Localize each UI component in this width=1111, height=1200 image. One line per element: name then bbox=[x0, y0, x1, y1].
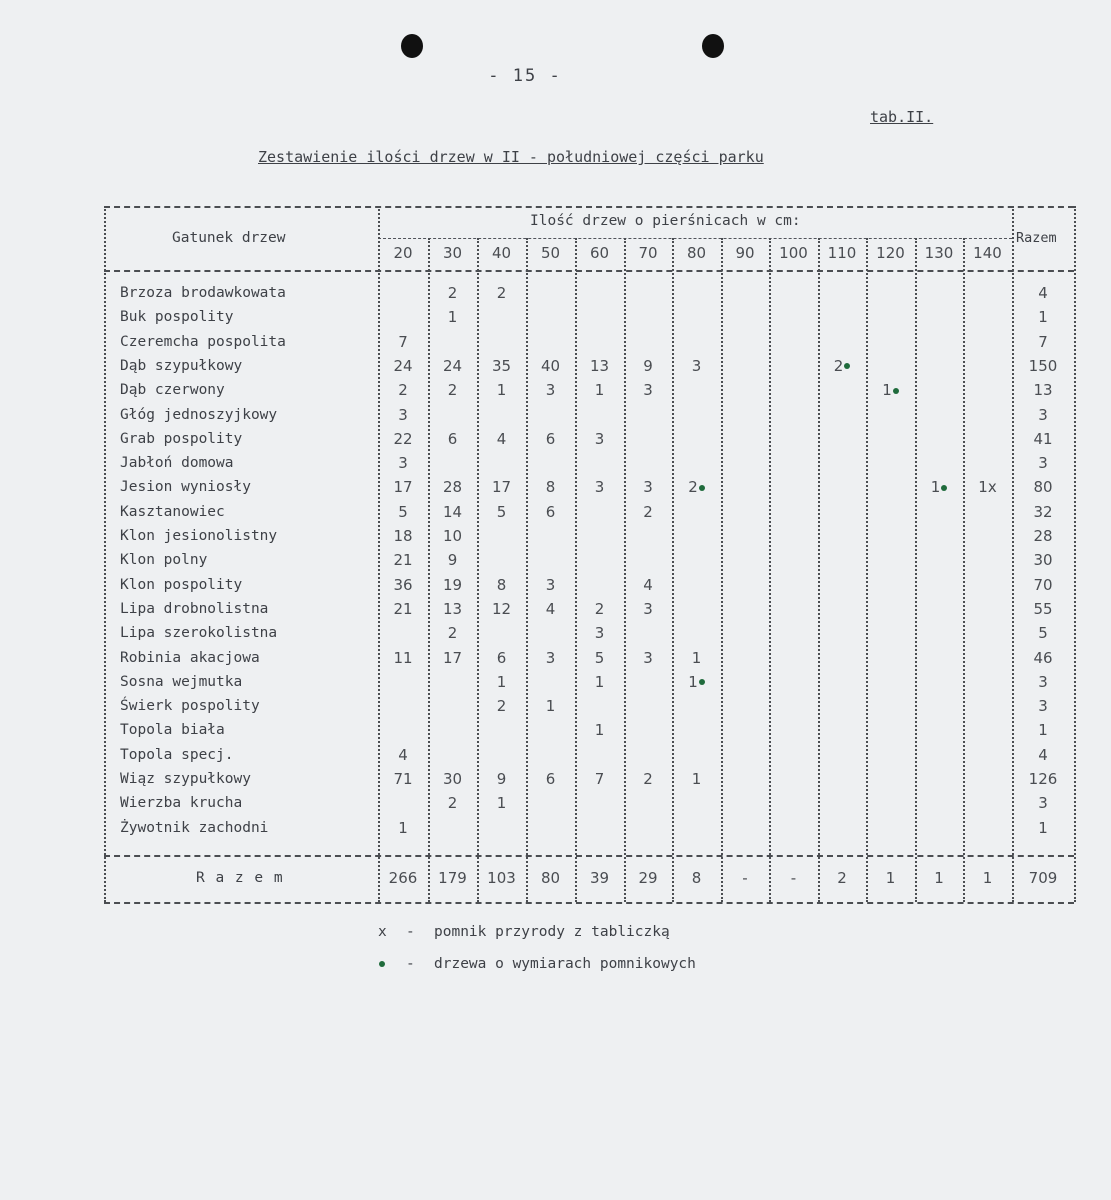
column-total: - bbox=[790, 869, 797, 887]
count-value: 6 bbox=[545, 770, 556, 788]
count-cell bbox=[380, 576, 426, 594]
count-cell bbox=[479, 430, 525, 448]
count-value: 8 bbox=[496, 575, 507, 594]
count-cell bbox=[479, 576, 525, 594]
legend-symbol: x bbox=[378, 924, 387, 940]
count-value: 1 bbox=[545, 697, 556, 716]
count-value: 2 bbox=[496, 284, 507, 302]
diameter-header-20: 20 bbox=[393, 244, 413, 262]
count-cell bbox=[430, 503, 476, 521]
count-value: 2 bbox=[643, 770, 653, 788]
monument-dot-icon bbox=[844, 363, 850, 369]
diameter-header-120: 120 bbox=[876, 244, 905, 262]
count-cell bbox=[430, 478, 476, 496]
table-left-rule bbox=[104, 206, 106, 902]
count-cell bbox=[528, 430, 574, 448]
total-column-rule bbox=[1012, 206, 1014, 902]
count-cell bbox=[674, 649, 720, 667]
count-cell bbox=[380, 527, 426, 545]
count-cell bbox=[430, 649, 476, 667]
diameter-header-50: 50 bbox=[540, 244, 561, 262]
count-value: 12 bbox=[491, 599, 512, 618]
count-value: 2 bbox=[833, 356, 844, 375]
row-total: 28 bbox=[1033, 527, 1053, 545]
count-value: 2 bbox=[447, 381, 458, 400]
count-cell bbox=[380, 333, 426, 351]
count-value: 6 bbox=[496, 648, 507, 667]
punch-hole-right bbox=[702, 34, 724, 58]
count-value: 1 bbox=[496, 672, 507, 691]
count-value: 9 bbox=[643, 356, 653, 375]
count-cell bbox=[577, 649, 623, 667]
total-column-header: Razem bbox=[1016, 230, 1057, 246]
count-value: 2 bbox=[594, 599, 605, 618]
count-value: 6 bbox=[447, 429, 458, 448]
count-cell bbox=[965, 478, 1011, 496]
row-total: 1 bbox=[1038, 308, 1048, 327]
species-name: Brzoza brodawkowata bbox=[120, 285, 286, 301]
count-cell bbox=[479, 357, 525, 375]
row-total: 80 bbox=[1033, 478, 1053, 497]
count-cell bbox=[577, 624, 623, 642]
count-value: 10 bbox=[442, 527, 463, 545]
row-total: 5 bbox=[1038, 624, 1048, 643]
diameter-column-rule bbox=[866, 238, 868, 902]
count-value: 28 bbox=[442, 478, 463, 497]
count-cell bbox=[380, 600, 426, 618]
count-value: 5 bbox=[594, 648, 605, 667]
count-cell bbox=[577, 600, 623, 618]
count-cell bbox=[528, 503, 574, 521]
count-value: 1 bbox=[594, 381, 605, 400]
count-cell bbox=[380, 503, 426, 521]
count-cell bbox=[479, 673, 525, 691]
row-total: 13 bbox=[1033, 381, 1053, 400]
legend-dash: - bbox=[406, 924, 415, 940]
count-cell bbox=[577, 721, 623, 739]
species-name: Kasztanowiec bbox=[120, 503, 225, 520]
count-value: 4 bbox=[643, 575, 653, 594]
diameter-column-rule bbox=[672, 238, 674, 902]
count-value: 7 bbox=[398, 332, 408, 351]
count-value: 2 bbox=[688, 478, 698, 497]
count-value: 11 bbox=[393, 648, 413, 667]
species-name: Klon polny bbox=[120, 552, 208, 569]
count-cell bbox=[380, 649, 426, 667]
count-value: 4 bbox=[545, 599, 556, 618]
count-value: 21 bbox=[393, 599, 413, 618]
row-total: 4 bbox=[1038, 284, 1048, 302]
count-value: 3 bbox=[398, 454, 408, 473]
count-cell bbox=[625, 770, 671, 788]
legend-item-monument bbox=[378, 924, 670, 940]
count-value: 14 bbox=[442, 502, 463, 521]
count-cell bbox=[577, 770, 623, 788]
count-value: 1 bbox=[496, 794, 507, 813]
count-value: 1 bbox=[398, 818, 408, 837]
column-total: 8 bbox=[691, 869, 702, 887]
count-cell bbox=[430, 770, 476, 788]
column-total: 266 bbox=[388, 869, 418, 887]
count-cell bbox=[430, 357, 476, 375]
species-name: Buk pospolity bbox=[120, 309, 234, 326]
diameter-column-rule bbox=[575, 238, 577, 902]
punch-hole-left bbox=[401, 34, 423, 58]
count-cell bbox=[674, 478, 720, 496]
species-name: Sosna wejmutka bbox=[120, 673, 243, 690]
species-name: Dąb szypułkowy bbox=[120, 357, 243, 374]
row-total: 150 bbox=[1028, 356, 1058, 375]
count-value: 3 bbox=[643, 478, 653, 497]
count-value: 1 bbox=[594, 721, 605, 740]
legend-symbol-dot bbox=[378, 956, 406, 972]
count-value: 2 bbox=[447, 284, 458, 302]
count-value: 3 bbox=[545, 575, 556, 594]
count-cell bbox=[479, 381, 525, 399]
count-cell bbox=[625, 478, 671, 496]
count-value: 17 bbox=[393, 478, 413, 497]
count-value: 24 bbox=[442, 356, 463, 375]
count-value: 35 bbox=[491, 356, 512, 375]
diameter-header-100: 100 bbox=[779, 244, 808, 262]
count-value: 3 bbox=[594, 478, 605, 497]
count-value: 1x bbox=[978, 478, 997, 497]
count-cell bbox=[380, 551, 426, 569]
count-value: 1 bbox=[882, 381, 892, 400]
count-value: 13 bbox=[442, 599, 463, 618]
count-cell bbox=[528, 697, 574, 715]
count-cell bbox=[479, 503, 525, 521]
count-cell bbox=[380, 819, 426, 837]
count-cell bbox=[430, 381, 476, 399]
count-cell bbox=[380, 381, 426, 399]
monument-dot-icon bbox=[699, 679, 705, 685]
column-total: 2 bbox=[837, 869, 847, 887]
count-cell bbox=[430, 576, 476, 594]
row-total: 55 bbox=[1033, 599, 1053, 618]
row-total: 46 bbox=[1033, 648, 1053, 667]
column-total: 179 bbox=[438, 869, 467, 887]
count-cell bbox=[674, 357, 720, 375]
count-cell bbox=[430, 308, 476, 326]
count-value: 6 bbox=[545, 429, 556, 448]
diameter-column-rule bbox=[818, 238, 820, 902]
column-total: 1 bbox=[885, 869, 896, 887]
page-number: - 15 - bbox=[488, 66, 562, 86]
diameter-column-rule bbox=[963, 238, 965, 902]
count-value: 3 bbox=[594, 624, 605, 643]
count-cell bbox=[430, 430, 476, 448]
count-cell bbox=[430, 624, 476, 642]
count-cell bbox=[430, 600, 476, 618]
grand-total-label: R a z e m bbox=[196, 870, 284, 886]
species-name: Jesion wyniosły bbox=[120, 479, 251, 496]
count-cell bbox=[625, 600, 671, 618]
count-value: 3 bbox=[643, 381, 653, 400]
table-reference: tab.II. bbox=[870, 108, 934, 126]
diameter-column-rule bbox=[721, 238, 723, 902]
count-cell bbox=[528, 600, 574, 618]
count-value: 17 bbox=[491, 478, 512, 497]
row-total: 4 bbox=[1038, 745, 1048, 764]
count-cell bbox=[430, 527, 476, 545]
species-name: Grab pospolity bbox=[120, 430, 243, 447]
count-value: 24 bbox=[393, 356, 413, 375]
count-value: 2 bbox=[447, 794, 458, 813]
count-value: 3 bbox=[643, 648, 653, 667]
diameter-header-40: 40 bbox=[491, 244, 512, 262]
species-column-header: Gatunek drzew bbox=[172, 230, 286, 246]
count-value: 6 bbox=[545, 502, 556, 521]
count-value: 5 bbox=[398, 502, 408, 521]
count-cell bbox=[625, 503, 671, 521]
count-value: 8 bbox=[545, 478, 556, 497]
count-value: 1 bbox=[594, 672, 605, 691]
count-value: 3 bbox=[643, 599, 653, 618]
count-cell bbox=[625, 576, 671, 594]
count-cell bbox=[577, 381, 623, 399]
count-cell bbox=[674, 673, 720, 691]
count-value: 3 bbox=[545, 648, 556, 667]
grand-total: 709 bbox=[1028, 869, 1058, 887]
count-cell bbox=[479, 794, 525, 812]
count-cell bbox=[380, 746, 426, 764]
species-name: Robinia akacjowa bbox=[120, 649, 260, 666]
species-name: Dąb czerwony bbox=[120, 382, 225, 399]
species-name: Wierzba krucha bbox=[120, 795, 243, 812]
count-value: 3 bbox=[398, 405, 408, 424]
diameter-header-90: 90 bbox=[735, 244, 755, 262]
count-cell bbox=[868, 381, 914, 399]
count-cell bbox=[625, 357, 671, 375]
count-cell bbox=[479, 600, 525, 618]
count-value: 2 bbox=[447, 624, 458, 643]
legend-text: drzewa o wymiarach pomnikowych bbox=[434, 956, 696, 972]
count-cell bbox=[528, 357, 574, 375]
species-name: Czeremcha pospolita bbox=[120, 333, 286, 350]
count-cell bbox=[625, 649, 671, 667]
count-cell bbox=[380, 357, 426, 375]
diameter-header-30: 30 bbox=[442, 244, 463, 262]
header-bottom-rule bbox=[104, 270, 1074, 272]
count-cell bbox=[577, 478, 623, 496]
species-name: Klon pospolity bbox=[120, 576, 243, 593]
species-name: Żywotnik zachodni bbox=[120, 819, 269, 836]
row-total: 126 bbox=[1028, 770, 1058, 788]
row-total: 3 bbox=[1038, 794, 1048, 813]
row-total: 1 bbox=[1038, 721, 1048, 740]
legend-text: pomnik przyrody z tabliczką bbox=[434, 924, 670, 940]
column-total: 103 bbox=[487, 869, 516, 887]
count-cell bbox=[380, 770, 426, 788]
count-value: 71 bbox=[393, 770, 413, 788]
species-name: Świerk pospolity bbox=[120, 698, 260, 715]
count-value: 1 bbox=[691, 648, 702, 667]
monument-dot-icon bbox=[379, 961, 385, 967]
count-value: 5 bbox=[496, 502, 507, 521]
row-total: 70 bbox=[1033, 575, 1053, 594]
species-name: Wiąz szypułkowy bbox=[120, 771, 251, 787]
count-cell bbox=[479, 770, 525, 788]
table-bottom-rule bbox=[104, 902, 1074, 904]
count-cell bbox=[380, 478, 426, 496]
diameter-column-rule bbox=[915, 238, 917, 902]
count-cell bbox=[528, 381, 574, 399]
count-value: 4 bbox=[398, 745, 408, 764]
count-cell bbox=[479, 649, 525, 667]
diameter-header-130: 130 bbox=[924, 244, 954, 262]
count-value: 7 bbox=[594, 770, 605, 788]
row-total: 3 bbox=[1038, 405, 1048, 424]
count-value: 1 bbox=[688, 672, 698, 691]
diameter-header-80: 80 bbox=[686, 244, 707, 262]
diameter-header-110: 110 bbox=[827, 244, 857, 262]
row-total: 3 bbox=[1038, 672, 1048, 691]
diameter-column-rule bbox=[769, 238, 771, 902]
count-cell bbox=[380, 430, 426, 448]
row-total: 32 bbox=[1033, 502, 1053, 521]
column-total: 80 bbox=[540, 869, 561, 887]
count-value: 22 bbox=[393, 429, 413, 448]
column-total: 29 bbox=[638, 869, 658, 887]
count-value: 9 bbox=[496, 770, 507, 788]
count-value: 18 bbox=[393, 527, 413, 545]
count-cell bbox=[577, 673, 623, 691]
column-total: - bbox=[742, 869, 748, 887]
count-cell bbox=[528, 649, 574, 667]
count-value: 1 bbox=[496, 381, 507, 400]
count-cell bbox=[430, 284, 476, 302]
species-name: Lipa drobnolistna bbox=[120, 600, 269, 617]
species-name: Topola biała bbox=[120, 722, 225, 739]
row-total: 3 bbox=[1038, 454, 1048, 473]
count-cell bbox=[916, 478, 962, 496]
table-right-rule bbox=[1074, 206, 1076, 902]
count-cell bbox=[528, 576, 574, 594]
total-separator-rule bbox=[104, 855, 1074, 857]
count-value: 4 bbox=[496, 429, 507, 448]
count-cell bbox=[430, 794, 476, 812]
diameter-header-70: 70 bbox=[638, 244, 658, 262]
count-value: 3 bbox=[594, 429, 605, 448]
diameter-header-140: 140 bbox=[973, 244, 1002, 262]
species-name: Topola specj. bbox=[120, 746, 234, 763]
count-cell bbox=[479, 284, 525, 302]
count-cell bbox=[479, 697, 525, 715]
count-value: 3 bbox=[545, 381, 556, 400]
species-name: Głóg jednoszyjkowy bbox=[120, 406, 278, 423]
count-value: 40 bbox=[540, 356, 561, 375]
count-value: 2 bbox=[398, 381, 408, 400]
diameter-group-header: Ilość drzew o pierśnicach w cm: bbox=[530, 213, 801, 229]
monument-dot-icon bbox=[893, 388, 899, 394]
count-cell bbox=[380, 454, 426, 472]
count-cell bbox=[625, 381, 671, 399]
row-total: 7 bbox=[1038, 332, 1048, 351]
count-cell bbox=[819, 357, 865, 375]
count-cell bbox=[528, 478, 574, 496]
row-total: 3 bbox=[1038, 697, 1048, 716]
count-value: 19 bbox=[442, 575, 463, 594]
count-cell bbox=[674, 770, 720, 788]
row-total: 41 bbox=[1033, 429, 1053, 448]
count-value: 1 bbox=[691, 770, 702, 788]
count-cell bbox=[430, 551, 476, 569]
row-total: 30 bbox=[1033, 551, 1053, 570]
column-total: 1 bbox=[934, 869, 944, 887]
legend-dash: - bbox=[406, 956, 415, 972]
species-name: Lipa szerokolistna bbox=[120, 625, 278, 642]
count-value: 1 bbox=[447, 308, 458, 327]
count-value: 2 bbox=[496, 697, 507, 716]
column-total: 39 bbox=[589, 869, 610, 887]
column-total: 1 bbox=[982, 869, 993, 887]
table-top-rule bbox=[104, 206, 1074, 208]
count-cell bbox=[380, 406, 426, 424]
diameter-header-60: 60 bbox=[589, 244, 610, 262]
count-cell bbox=[577, 430, 623, 448]
count-cell bbox=[479, 478, 525, 496]
count-value: 36 bbox=[393, 575, 413, 594]
count-value: 2 bbox=[643, 502, 653, 521]
count-value: 13 bbox=[589, 356, 610, 375]
count-value: 17 bbox=[442, 648, 463, 667]
diameter-column-rule bbox=[526, 238, 528, 902]
monument-dot-icon bbox=[941, 485, 947, 491]
table-title: Zestawienie ilości drzew w II - południowej części parku bbox=[258, 148, 764, 166]
count-cell bbox=[577, 357, 623, 375]
count-value: 21 bbox=[393, 551, 413, 570]
monument-dot-icon bbox=[699, 485, 705, 491]
row-total: 1 bbox=[1038, 818, 1048, 837]
diameter-column-rule bbox=[624, 238, 626, 902]
count-value: 1 bbox=[930, 478, 941, 497]
count-cell bbox=[528, 770, 574, 788]
count-value: 3 bbox=[691, 356, 702, 375]
count-value: 30 bbox=[442, 770, 463, 788]
count-value: 9 bbox=[447, 551, 458, 570]
species-name: Jabłoń domowa bbox=[120, 455, 234, 472]
legend-item-dimension bbox=[378, 956, 696, 972]
species-name: Klon jesionolistny bbox=[120, 528, 278, 544]
